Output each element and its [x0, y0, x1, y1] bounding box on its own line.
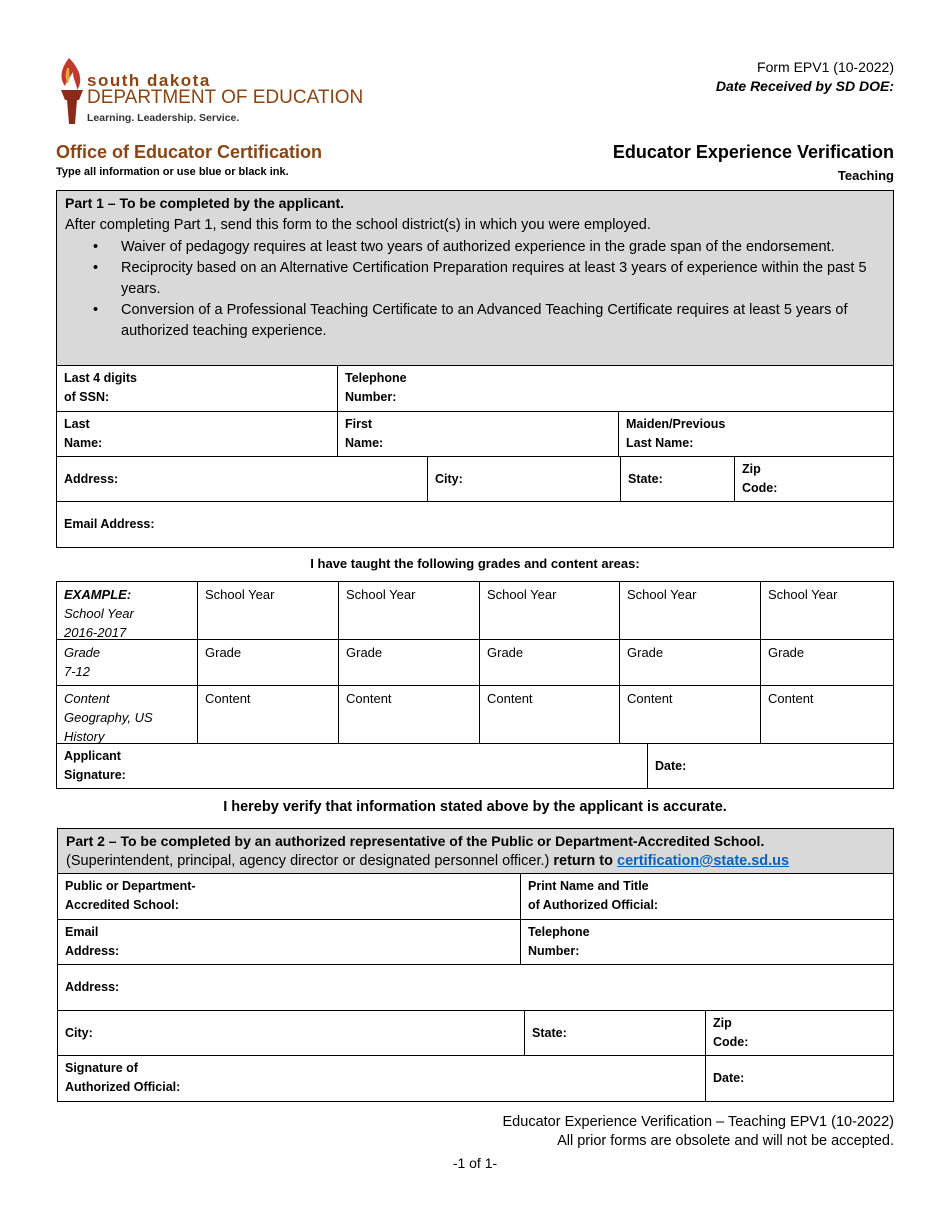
school-city-field[interactable]: City: — [58, 1011, 525, 1056]
list-item: • Conversion of a Professional Teaching Certificate to an Advanced Teaching Certificate requires at least 5 years of authorized teaching experience. — [93, 302, 848, 339]
document-subtitle: Teaching — [837, 168, 894, 183]
applicant-date-field[interactable]: Date: — [655, 758, 687, 773]
content-cell[interactable]: Content — [480, 686, 620, 744]
official-info-grid — [57, 873, 894, 1102]
content-cell[interactable]: Content — [620, 686, 761, 744]
footer-obsolete-note: All prior forms are obsolete and will not be accepted. — [557, 1133, 894, 1149]
content-cell[interactable]: Content — [761, 686, 893, 744]
applicant-city-field[interactable]: City: — [428, 457, 621, 502]
logo-state-name: south dakota — [87, 71, 211, 90]
grade-cell[interactable]: Grade — [480, 640, 620, 686]
part1-heading: Part 1 – To be completed by the applicant. — [65, 195, 345, 211]
list-item: • Reciprocity based on an Alternative Certification Preparation requires at least 3 years of experience within the past 5 years. — [93, 260, 867, 297]
requirements-list — [65, 237, 885, 342]
part2-instructions — [57, 828, 894, 874]
example-year-cell — [57, 582, 198, 640]
logo-tagline: Learning. Leadership. Service. — [87, 112, 240, 124]
official-name-title-field[interactable]: Print Name and Title of Authorized Official: — [521, 874, 893, 920]
part2-subheading: (Superintendent, principal, agency director or designated personnel officer.) return to certification@state.sd.us — [66, 853, 790, 869]
return-to-label: return to — [553, 853, 613, 869]
applicant-address-field[interactable]: Address: — [57, 457, 428, 502]
official-phone-field[interactable]: Telephone Number: — [521, 920, 893, 965]
logo-department-name: DEPARTMENT OF EDUCATION — [87, 87, 364, 108]
document-title: Educator Experience Verification — [612, 142, 894, 162]
applicant-signature-field[interactable]: Applicant Signature: — [57, 744, 648, 788]
sd-doe-logo — [55, 54, 385, 130]
school-state-field[interactable]: State: — [525, 1011, 706, 1056]
part1-intro: After completing Part 1, send this form to the school district(s) in which you were employed. — [65, 217, 651, 233]
verify-statement: I hereby verify that information stated above by the applicant is accurate. — [223, 799, 727, 815]
school-year-cell[interactable]: School Year — [761, 582, 893, 640]
example-label: EXAMPLE: — [64, 587, 132, 602]
content-cell[interactable]: Content — [198, 686, 339, 744]
last-name-field[interactable]: Last Name: — [57, 412, 338, 457]
applicant-phone-field[interactable]: Telephone Number: — [338, 366, 893, 412]
maiden-name-field[interactable]: Maiden/Previous Last Name: — [619, 412, 893, 457]
official-signature-field[interactable]: Signature of Authorized Official: — [58, 1056, 706, 1101]
grade-cell[interactable]: Grade — [339, 640, 480, 686]
certification-email-link[interactable]: certification@state.sd.us — [617, 853, 790, 869]
date-received-label: Date Received by SD DOE: — [715, 78, 894, 94]
school-address-field[interactable]: Address: — [58, 965, 893, 1011]
school-year-cell[interactable]: School Year — [480, 582, 620, 640]
grades-caption: I have taught the following grades and content areas: — [310, 556, 640, 571]
part1-instructions — [56, 190, 894, 366]
applicant-state-field[interactable]: State: — [621, 457, 735, 502]
applicant-email-field[interactable]: Email Address: — [64, 517, 155, 531]
ink-instruction: Type all information or use blue or black ink. — [56, 166, 289, 178]
school-year-cell[interactable]: School Year — [339, 582, 480, 640]
official-date-field[interactable]: Date: — [713, 1071, 745, 1085]
office-title: Office of Educator Certification — [56, 142, 323, 162]
form-id: Form EPV1 (10-2022) — [757, 59, 894, 75]
grade-cell[interactable]: Grade — [620, 640, 761, 686]
content-cell[interactable]: Content — [339, 686, 480, 744]
ssn-field[interactable]: Last 4 digits of SSN: — [57, 366, 338, 412]
example-content: Content Geography, US History — [57, 686, 198, 744]
footer-form-name: Educator Experience Verification – Teaching EPV1 (10-2022) — [502, 1114, 894, 1130]
applicant-zip-field[interactable]: Zip Code: — [735, 457, 893, 502]
school-zip-field[interactable]: Zip Code: — [706, 1011, 893, 1056]
school-name-field[interactable]: Public or Department- Accredited School: — [58, 874, 521, 920]
first-name-field[interactable]: First Name: — [338, 412, 619, 457]
grade-cell[interactable]: Grade — [761, 640, 893, 686]
official-email-field[interactable]: Email Address: — [58, 920, 521, 965]
list-item: • Waiver of pedagogy requires at least two years of authorized experience in the grade span of the endorsement. — [93, 239, 835, 255]
example-grade: Grade 7-12 — [57, 640, 198, 686]
school-year-cell[interactable]: School Year — [198, 582, 339, 640]
example-year: School Year 2016-2017 — [64, 606, 134, 640]
grades-table — [56, 581, 894, 789]
page-number: -1 of 1- — [452, 1155, 498, 1171]
applicant-info-grid — [56, 365, 894, 548]
part2-heading: Part 2 – To be completed by an authorized representative of the Public or Department-Accredited School. — [66, 833, 765, 849]
grade-cell[interactable]: Grade — [198, 640, 339, 686]
school-year-cell[interactable]: School Year — [620, 582, 761, 640]
